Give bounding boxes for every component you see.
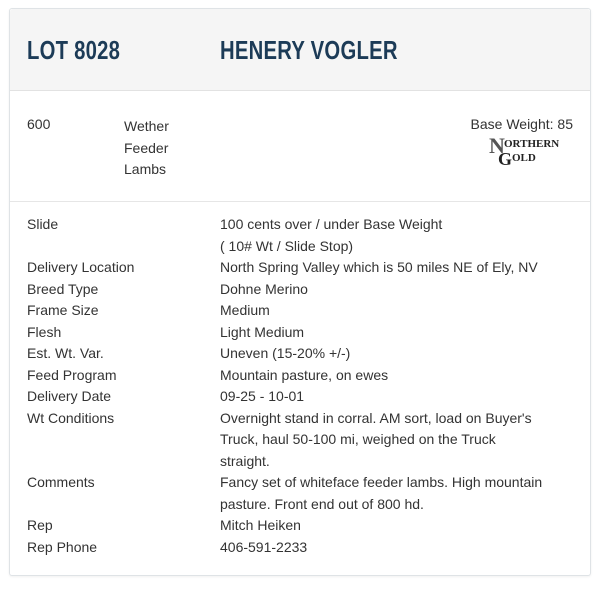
detail-value-line: pasture. Front end out of 800 hd.: [220, 495, 424, 512]
detail-label: Breed Type: [27, 280, 99, 297]
detail-label: Comments: [27, 474, 95, 490]
detail-label: Wt Conditions: [27, 409, 115, 426]
detail-row: [10, 386, 590, 408]
detail-value-line: Fancy set of whiteface feeder lambs. High mountain: [220, 474, 543, 490]
detail-value: [220, 472, 580, 515]
detail-value-line: 406-591-2233: [220, 538, 308, 555]
lot-card: [9, 8, 591, 576]
description-line: Lambs: [124, 161, 167, 177]
svg-text:ORTHERN: ORTHERN: [504, 138, 560, 150]
detail-row: [10, 515, 590, 537]
detail-value-line: Mitch Heiken: [220, 517, 301, 533]
base-weight: Base Weight: 85: [470, 116, 573, 132]
detail-row: [10, 408, 590, 473]
detail-value-line: Light Medium: [220, 323, 305, 340]
detail-label: Delivery Location: [27, 259, 135, 275]
detail-label: Delivery Date: [27, 388, 112, 404]
detail-value-line: Medium: [220, 302, 270, 318]
lot-summary: [10, 90, 590, 202]
detail-label: Rep: [27, 517, 53, 533]
detail-label: Frame Size: [27, 302, 99, 318]
detail-value: [220, 537, 580, 559]
detail-value-line: straight.: [220, 452, 270, 469]
livestock-description: [124, 116, 169, 181]
svg-text:OLD: OLD: [512, 152, 536, 164]
svg-text:N: N: [489, 134, 505, 158]
detail-value-line: 100 cents over / under Base Weight: [220, 216, 443, 232]
detail-value-line: ( 10# Wt / Slide Stop): [220, 237, 354, 254]
detail-label: Est. Wt. Var.: [27, 345, 104, 361]
detail-value: [220, 515, 580, 537]
lot-details: [10, 214, 590, 558]
seller-name: HENERY VOGLER: [220, 35, 398, 65]
detail-value-line: Dohne Merino: [220, 280, 308, 297]
detail-label: Rep Phone: [27, 538, 98, 555]
detail-label: Slide: [27, 216, 59, 232]
detail-row: [10, 537, 590, 559]
detail-value-line: Mountain pasture, on ewes: [220, 366, 389, 383]
detail-value: [220, 300, 580, 322]
detail-row: [10, 214, 590, 257]
detail-label: Flesh: [27, 323, 62, 340]
detail-row: [10, 257, 590, 279]
detail-value: [220, 214, 580, 257]
detail-value: [220, 365, 580, 387]
svg-text:G: G: [498, 149, 513, 168]
detail-row: [10, 300, 590, 322]
detail-value-line: 09-25 - 10-01: [220, 388, 305, 404]
description-line: Wether: [124, 118, 169, 134]
detail-value: [220, 322, 580, 344]
detail-row: [10, 472, 590, 515]
detail-value: [220, 386, 580, 408]
detail-value-line: Uneven (15-20% +/-): [220, 345, 351, 361]
detail-value: [220, 343, 580, 365]
detail-row: [10, 322, 590, 344]
detail-label: Feed Program: [27, 366, 117, 383]
detail-value-line: North Spring Valley which is 50 miles NE of Ely, NV: [220, 259, 538, 275]
detail-row: [10, 279, 590, 301]
lot-header: [10, 9, 590, 91]
detail-value-line: Truck, haul 50-100 mi, weighed on the Truck: [220, 431, 496, 447]
lot-number: LOT 8028: [27, 35, 121, 65]
description-line: Feeder: [124, 139, 169, 156]
detail-value: [220, 257, 580, 279]
detail-row: [10, 365, 590, 387]
detail-row: [10, 343, 590, 365]
head-count: 600: [27, 116, 51, 132]
detail-value: [220, 279, 580, 301]
northern-gold-logo: [487, 134, 577, 168]
detail-value: [220, 408, 580, 473]
detail-value-line: Overnight stand in corral. AM sort, load on Buyer's: [220, 409, 532, 426]
